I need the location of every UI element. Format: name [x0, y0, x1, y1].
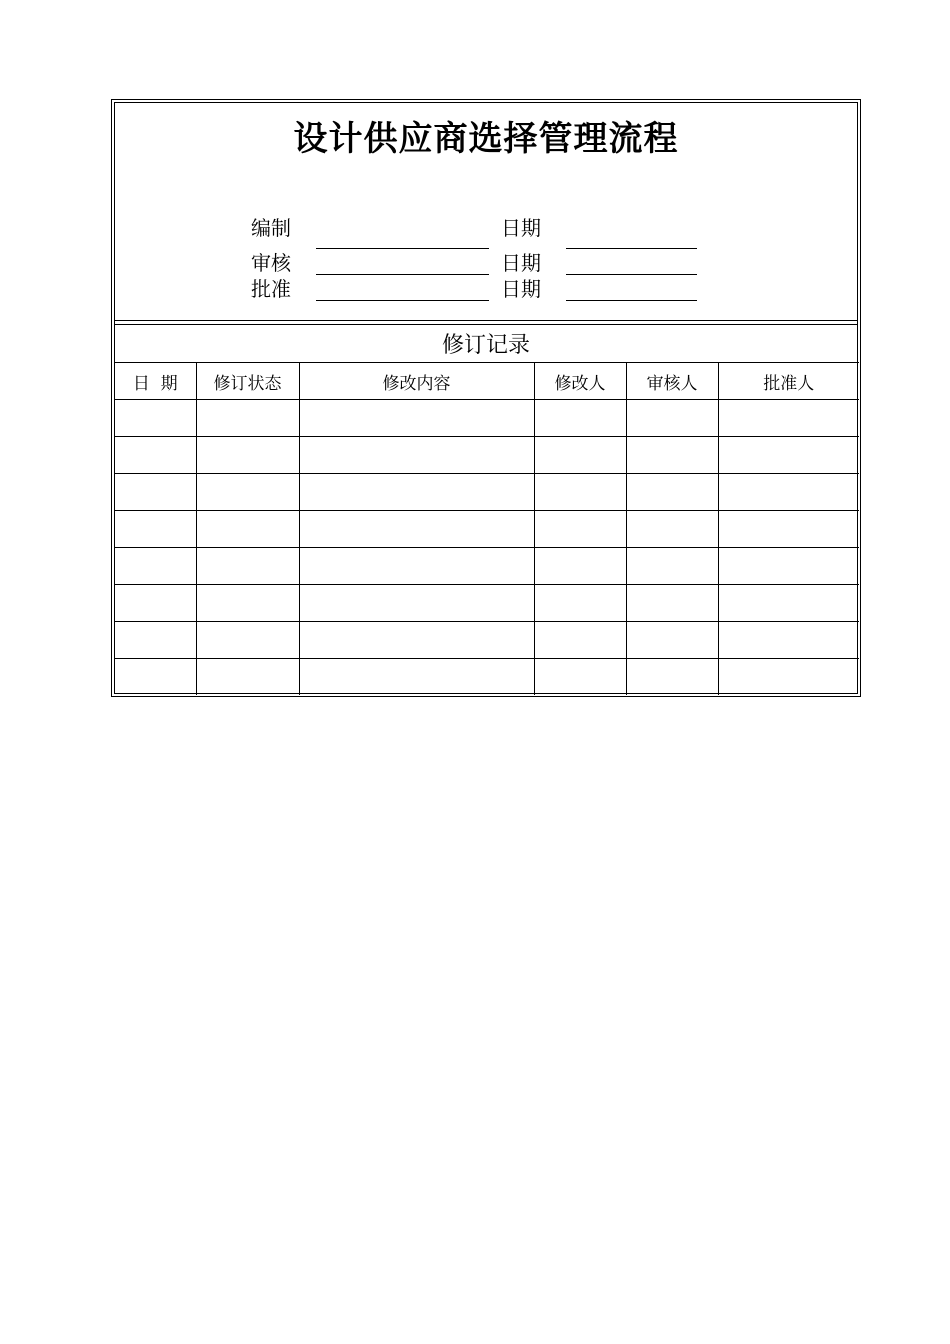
document-frame	[111, 99, 861, 697]
table-cell[interactable]	[626, 474, 718, 511]
table-cell[interactable]	[718, 548, 859, 585]
table-cell[interactable]	[196, 585, 299, 622]
revision-table-header-row	[115, 363, 859, 400]
table-cell[interactable]	[115, 511, 196, 548]
table-cell[interactable]	[115, 548, 196, 585]
column-header-change-content: 修改内容	[299, 363, 534, 400]
table-cell[interactable]	[718, 437, 859, 474]
table-cell[interactable]	[534, 548, 626, 585]
table-cell[interactable]	[626, 437, 718, 474]
column-header-modifier: 修改人	[534, 363, 626, 400]
reviewed-date-label: 日期	[501, 251, 541, 275]
table-cell[interactable]	[626, 659, 718, 696]
prepared-by-label: 编制	[251, 216, 291, 240]
table-cell[interactable]	[534, 437, 626, 474]
table-cell[interactable]	[196, 400, 299, 437]
table-cell[interactable]	[718, 622, 859, 659]
table-cell[interactable]	[299, 659, 534, 696]
table-row	[115, 585, 859, 622]
table-cell[interactable]	[299, 474, 534, 511]
table-cell[interactable]	[718, 474, 859, 511]
revision-record-title: 修订记录	[441, 333, 530, 358]
table-cell[interactable]	[718, 400, 859, 437]
approved-date-line[interactable]	[566, 300, 697, 301]
reviewed-date-line[interactable]	[566, 274, 697, 275]
table-cell[interactable]	[626, 400, 718, 437]
table-cell[interactable]	[115, 400, 196, 437]
approved-date-label: 日期	[501, 277, 541, 301]
table-row	[115, 548, 859, 585]
table-cell[interactable]	[115, 474, 196, 511]
table-cell[interactable]	[718, 585, 859, 622]
revision-table-body	[115, 400, 859, 696]
table-cell[interactable]	[299, 585, 534, 622]
table-cell[interactable]	[534, 659, 626, 696]
table-row	[115, 511, 859, 548]
prepared-date-label: 日期	[501, 216, 541, 240]
table-cell[interactable]	[626, 585, 718, 622]
table-cell[interactable]	[115, 437, 196, 474]
table-cell[interactable]	[534, 474, 626, 511]
table-row	[115, 474, 859, 511]
reviewed-by-signature-line[interactable]	[316, 274, 489, 275]
table-cell[interactable]	[196, 511, 299, 548]
table-cell[interactable]	[196, 548, 299, 585]
document-title: 设计供应商选择管理流程	[293, 119, 679, 159]
table-cell[interactable]	[115, 659, 196, 696]
column-header-reviewer: 审核人	[626, 363, 718, 400]
column-header-revision-status: 修订状态	[196, 363, 299, 400]
table-cell[interactable]	[299, 400, 534, 437]
table-cell[interactable]	[196, 437, 299, 474]
table-row	[115, 659, 859, 696]
table-cell[interactable]	[196, 622, 299, 659]
table-cell[interactable]	[299, 511, 534, 548]
table-cell[interactable]	[534, 585, 626, 622]
table-row	[115, 400, 859, 437]
prepared-by-signature-line[interactable]	[316, 248, 489, 249]
table-cell[interactable]	[718, 511, 859, 548]
table-cell[interactable]	[626, 548, 718, 585]
table-cell[interactable]	[299, 622, 534, 659]
prepared-date-line[interactable]	[566, 248, 697, 249]
column-header-date: 日 期	[115, 363, 196, 400]
table-row	[115, 437, 859, 474]
table-cell[interactable]	[534, 511, 626, 548]
reviewed-by-label: 审核	[251, 251, 291, 275]
table-cell[interactable]	[626, 511, 718, 548]
header-separator	[115, 320, 857, 325]
table-cell[interactable]	[196, 474, 299, 511]
table-cell[interactable]	[718, 659, 859, 696]
document-frame-inner	[114, 102, 858, 694]
approved-by-signature-line[interactable]	[316, 300, 489, 301]
table-cell[interactable]	[115, 585, 196, 622]
table-row	[115, 622, 859, 659]
table-cell[interactable]	[626, 622, 718, 659]
table-cell[interactable]	[196, 659, 299, 696]
table-cell[interactable]	[534, 400, 626, 437]
table-cell[interactable]	[115, 622, 196, 659]
approved-by-label: 批准	[251, 277, 291, 301]
table-cell[interactable]	[299, 437, 534, 474]
column-header-approver: 批准人	[718, 363, 859, 400]
table-cell[interactable]	[534, 622, 626, 659]
table-cell[interactable]	[299, 548, 534, 585]
revision-table	[115, 362, 859, 695]
